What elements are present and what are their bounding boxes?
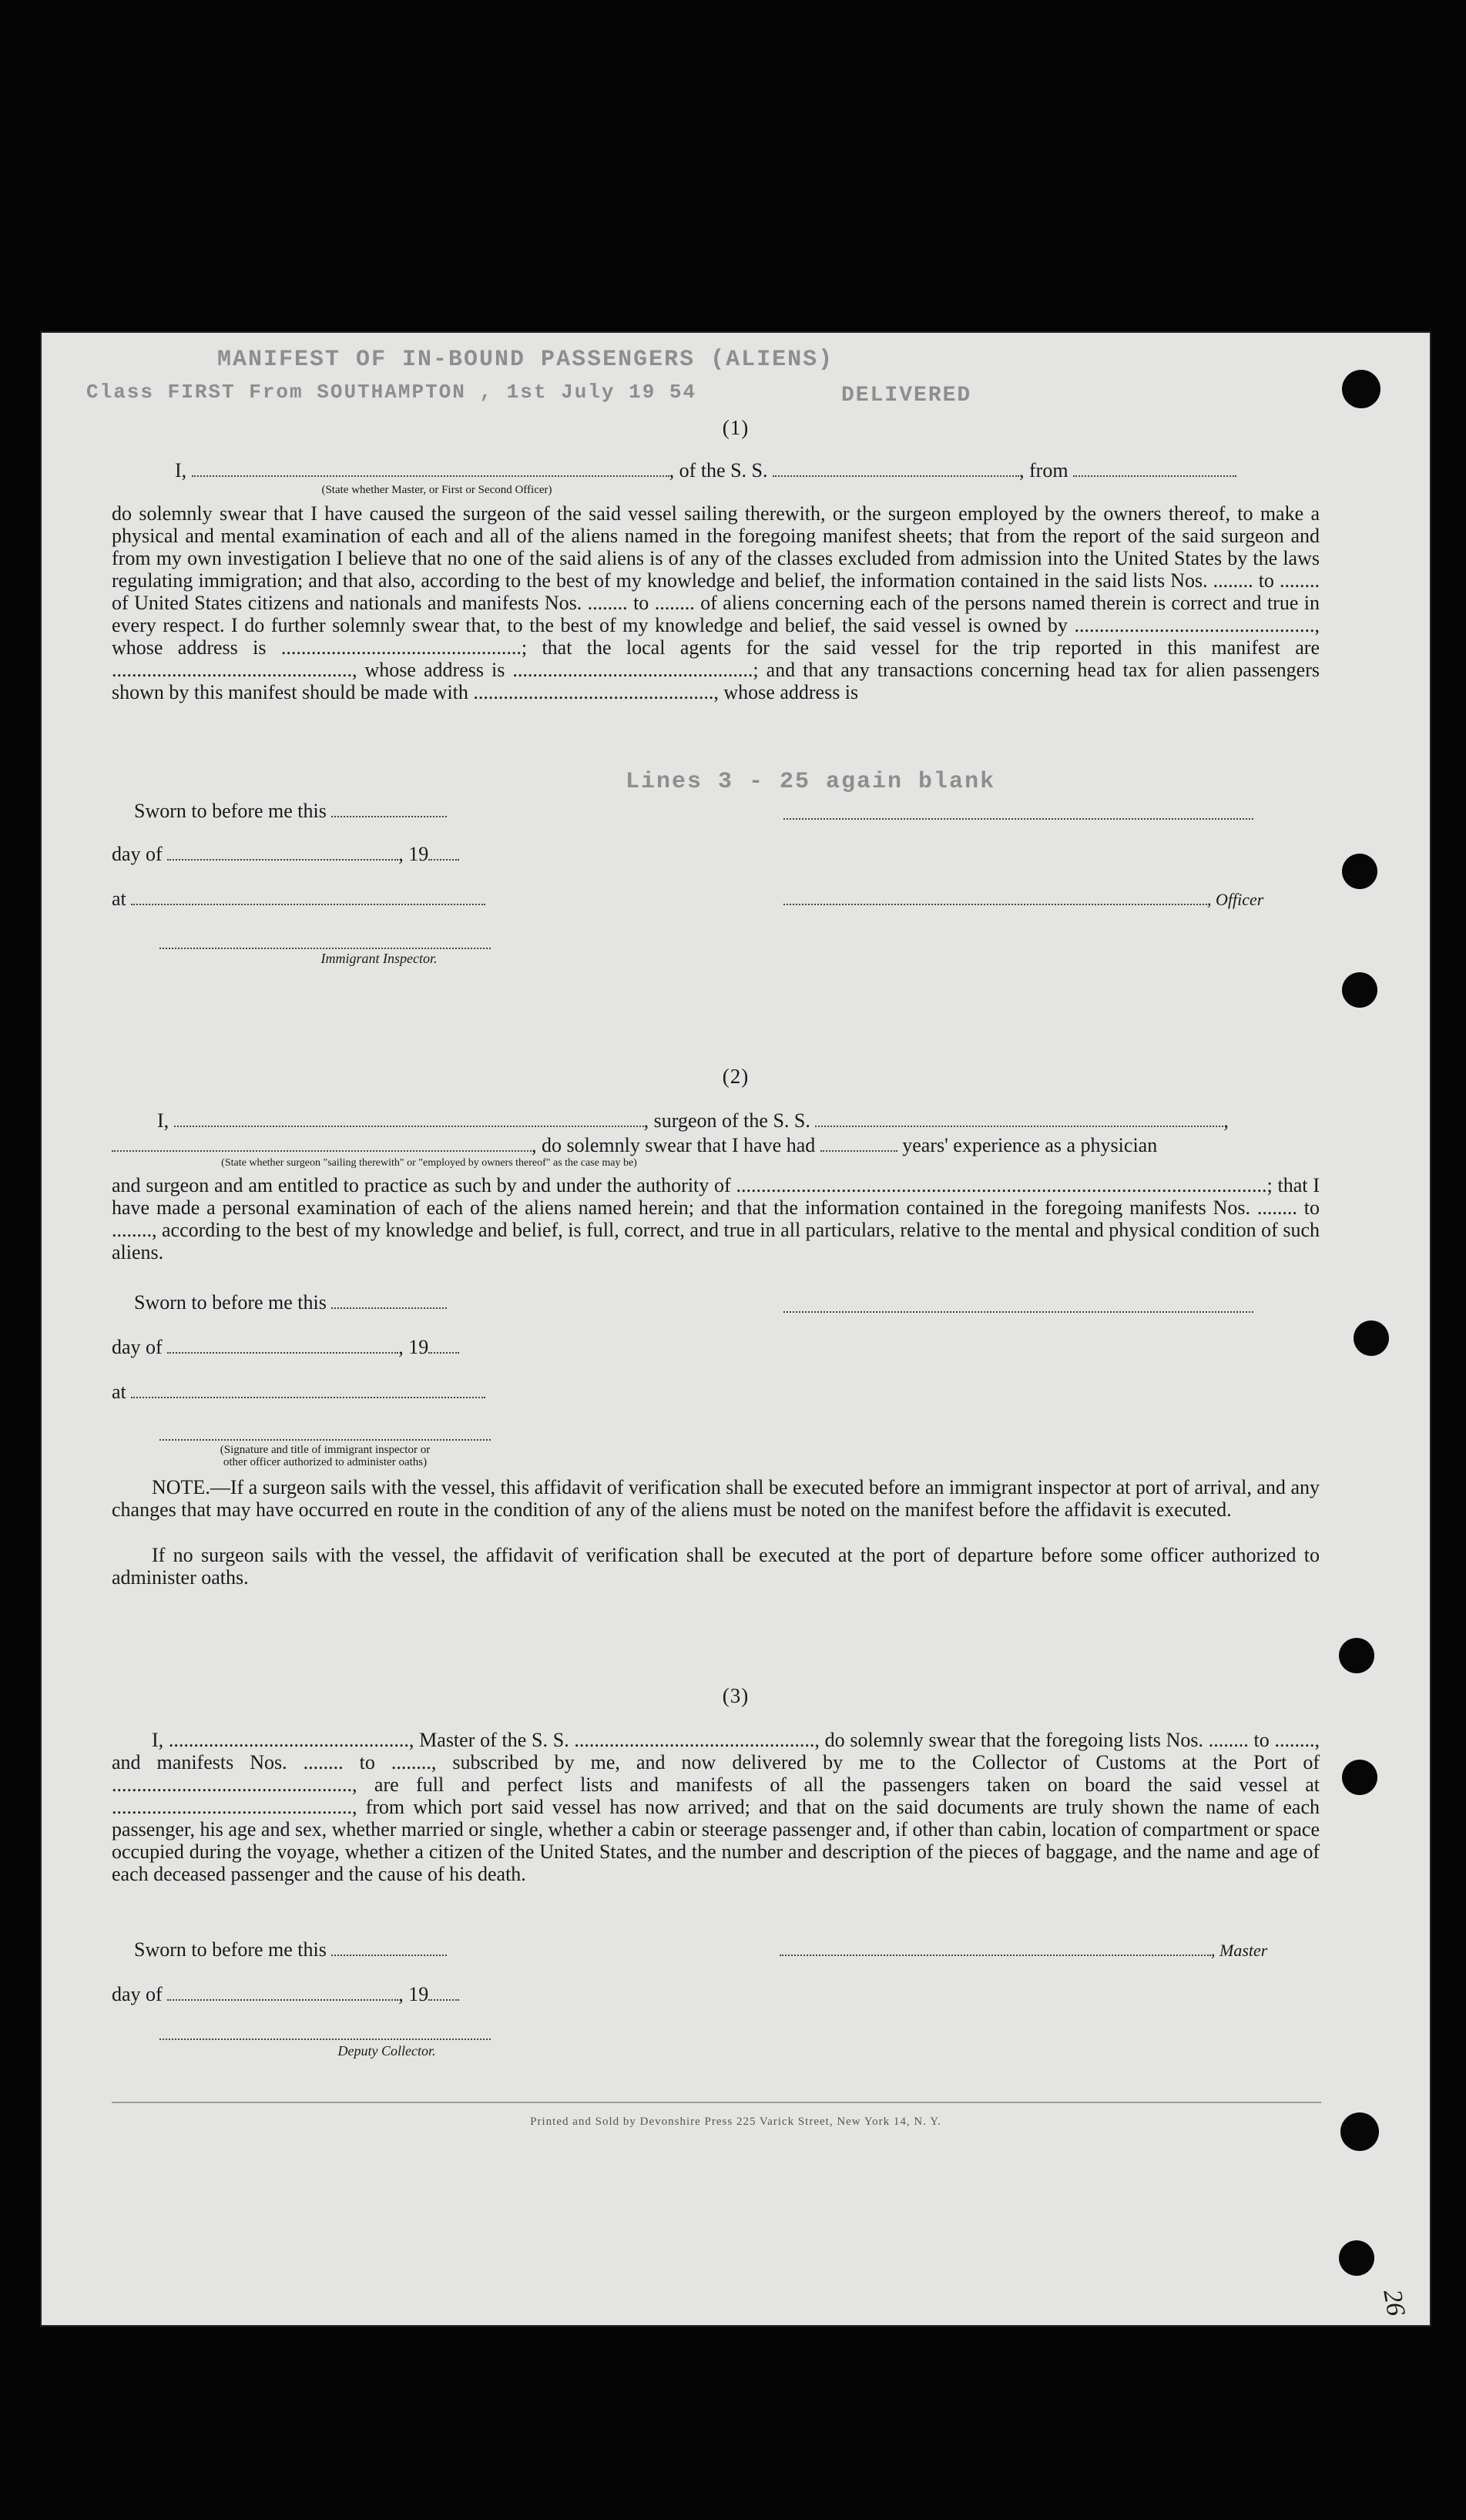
document-page (40, 331, 1431, 2327)
punch-hole (1354, 1320, 1389, 1356)
section-2-body: and surgeon and am entitled to practice as such by and under the authority of ..........................................................................................................; that I have made a personal examination of each of the aliens named herein; and that the information contained in the foregoing manifests Nos. ........ to ........, according to the best of my knowledge and belief, is full, correct, and true in all particulars, relative to the mental and physical condition of such aliens. (112, 1174, 1320, 1263)
section-2-sworn: Sworn to before me this (134, 1291, 447, 1314)
stamp-manifest-class: Class FIRST From SOUTHAMPTON , 1st July 19 54 (86, 381, 697, 404)
oath-officer-signature-line (159, 1439, 491, 1441)
margin-note: 26 (1377, 2287, 1411, 2318)
punch-hole (1339, 1638, 1374, 1673)
section-1-sworn: Sworn to before me this (134, 800, 447, 822)
section-3-collector: Deputy Collector. (337, 2043, 436, 2059)
surgeon-signature-line (783, 1311, 1253, 1313)
section-3-number: (3) (722, 1684, 750, 1707)
collector-signature-line (159, 2038, 491, 2040)
section-1-body: do solemnly swear that I have caused the surgeon of the said vessel sailing therewith, or the surgeon employed by the owners thereof, to make a physical and mental examination of each and all of the aliens named in the foregoing manifest sheets; that from the report of the said surgeon and from my own investigation I believe that no one of the said aliens is of any of the classes excluded from admission into the United States by the laws regulating immigration; and that also, according to the best of my knowledge and belief, the information contained in the said lists Nos. ........ to ........ of United States citizens and nationals and manifests Nos. ........ to ........ of aliens concerning each of the persons named therein is correct and true in every respect. I do further solemnly swear that, to the best of my knowledge and belief, the said vessel is owned by ................................................, whose address is ................................................; that the local agents for the said vessel for the trip reported in this manifest are ................................................, whose address is ................................................; and that any transactions concerning head tax for alien passengers shown by this manifest should be made with ................................................, whose address is (112, 502, 1320, 703)
section-3-master: , Master (780, 1938, 1267, 1961)
section-1-line-i: I, , of the S. S. , from (175, 459, 1236, 482)
section-3-day-of: day of , 19 (112, 1983, 459, 2005)
section-1-number: (1) (722, 416, 750, 439)
stamp-manifest-title: MANIFEST OF IN-BOUND PASSENGERS (ALIENS) (217, 347, 834, 373)
section-1-at: at (112, 888, 485, 910)
section-3-sworn: Sworn to before me this (134, 1938, 447, 1961)
section-2-line-swear: , do solemnly swear that I have had years' experience as a physician (112, 1134, 1157, 1156)
punch-hole (1342, 370, 1380, 408)
section-1-inspector: Immigrant Inspector. (320, 951, 438, 966)
footer-rule (112, 2102, 1321, 2103)
section-2-number: (2) (722, 1065, 750, 1088)
punch-hole (1339, 2240, 1374, 2276)
stamp-lines-blank: Lines 3 - 25 again blank (626, 769, 996, 795)
printer-footer: Printed and Sold by Devonshire Press 225 Varick Street, New York 14, N. Y. (530, 2116, 941, 2128)
section-2-note: NOTE.—If a surgeon sails with the vessel, this affidavit of verification shall be executed before an immigrant inspector at port of arrival, and any changes that may have occurred en route in the condition of any of the aliens must be noted on the manifest before the affidavit is executed. (112, 1476, 1320, 1521)
section-2-line-i: I, , surgeon of the S. S. , (157, 1109, 1229, 1132)
section-2-note-2: If no surgeon sails with the vessel, the affidavit of verification shall be executed at the port of departure before some officer authorized to administer oaths. (112, 1544, 1320, 1589)
stamp-delivered: DELIVERED (841, 384, 972, 408)
inspector-signature-line (159, 948, 491, 949)
section-2-at: at (112, 1381, 485, 1403)
section-2-sig-caption-2: other officer authorized to administer oaths) (223, 1456, 428, 1468)
section-1-caption: (State whether Master, or First or Second Officer) (321, 484, 552, 496)
section-1-day-of: day of , 19 (112, 843, 459, 865)
signature-line (783, 818, 1253, 820)
section-3-body: I, ................................................, Master of the S. S. ................................................, do solemnly swear that the foregoing lists Nos. ........ to ........, and manifests Nos. ........ to ........, subscribed by me, and now delivered by me to the Collector of Customs at the Port of ................................................, are full and perfect lists and manifests of all the passengers taken on board the said vessel at ................................................, from which port said vessel has now arrived; and that on the said documents are truly shown the name of each passenger, his age and sex, whether married or single, whether a cabin or steerage passenger and, if other than cabin, location of compartment or space occupied during the voyage, whether a citizen of the United States, and the number and description of the pieces of baggage, and the name and age of each deceased passenger and the cause of his death. (112, 1729, 1320, 1885)
section-2-sig-caption-1: (Signature and title of immigrant inspector or (220, 1444, 431, 1456)
section-2-day-of: day of , 19 (112, 1336, 459, 1358)
punch-hole (1342, 854, 1377, 889)
punch-hole (1342, 1760, 1377, 1795)
section-2-caption: (State whether surgeon "sailing therewith" or "employed by owners thereof" as the case may be) (221, 1157, 637, 1169)
punch-hole (1342, 972, 1377, 1008)
section-1-officer: , Officer (783, 888, 1263, 911)
